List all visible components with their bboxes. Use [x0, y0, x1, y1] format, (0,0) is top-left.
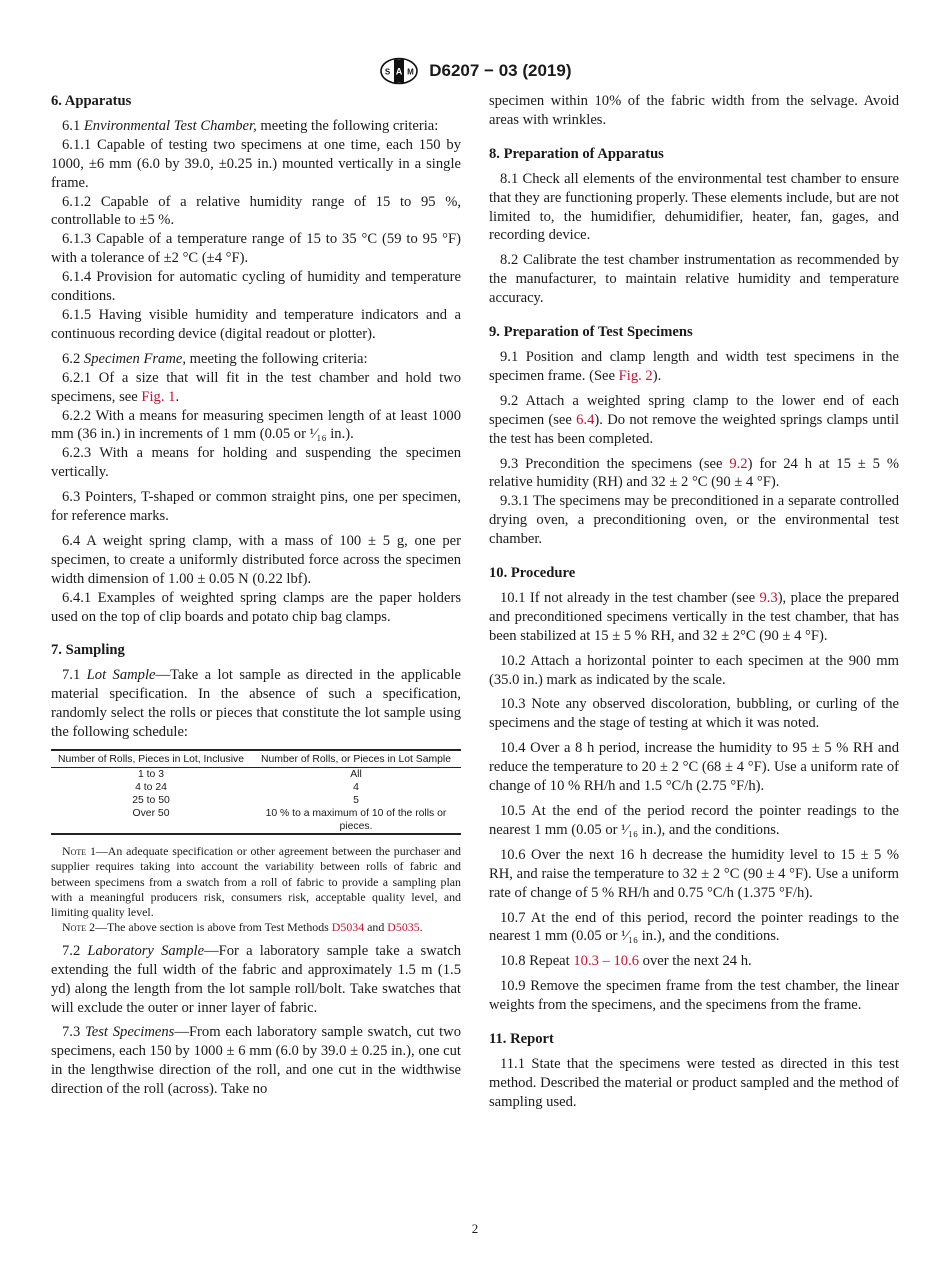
- table-cell: 25 to 50: [132, 795, 170, 806]
- standard-designation: D6207 − 03 (2019): [429, 61, 572, 80]
- section-11-title: 11. Report: [489, 1031, 554, 1048]
- para-6-2: 6.2 Specimen Frame, meeting the following criteria:: [62, 350, 368, 367]
- svg-text:M: M: [406, 67, 414, 77]
- table-row: [51, 781, 461, 794]
- para-6-1-2: 6.1.2 Capable of a relative humidity range of 15 to 95 %, controllable to ±5 %.: [51, 193, 461, 229]
- para-6-2-1: 6.2.1 Of a size that will fit in the test chamber and hold two specimens, see Fig. 1.: [51, 369, 461, 405]
- para-10-3: 10.3 Note any observed discoloration, bubbling, or curling of the specimens and the stage of testing at which it was noted.: [489, 696, 899, 732]
- para-10-2: 10.2 Attach a horizontal pointer to each specimen at the 900 mm (35.0 in.) mark as indicated by the scale.: [489, 652, 899, 688]
- para-8-2: 8.2 Calibrate the test chamber instrumentation as recommended by the manufacturer, to maintain relative humidity and temperature accuracy.: [489, 252, 899, 307]
- table-header-cell: Number of Rolls, or Pieces in Lot Sample: [261, 754, 451, 765]
- page-header: [0, 57, 950, 85]
- para-10-9: 10.9 Remove the specimen frame from the test chamber, the linear weights from the specimens, and the specimens from the frame.: [489, 978, 899, 1014]
- para-10-4: 10.4 Over a 8 h period, increase the humidity to 95 ± 5 % RH and reduce the temperature to 20 ± 2 °C (68 ± 4 °F). Use a uniform rate of change of 10 % RH/h and 1.5 °C/h (2.75 °F/h).: [489, 740, 899, 795]
- table-row: [51, 768, 461, 782]
- para-6-1: 6.1 Environmental Test Chamber, meeting the following criteria:: [62, 117, 439, 134]
- para-6-3: 6.3 Pointers, T-shaped or common straight pins, one per specimen, for reference marks.: [51, 489, 461, 525]
- fig-2-link[interactable]: Fig. 2: [618, 367, 653, 384]
- table-cell: Over 50: [132, 808, 170, 819]
- para-6-4: 6.4 A weight spring clamp, with a mass of 100 ± 5 g, one per specimen, to create a uniformly distributed force across the specimen width dimension of 1.00 ± 0.05 N (0.22 lbf).: [51, 532, 461, 587]
- table-cell: 1 to 3: [138, 769, 164, 780]
- para-6-1-3: 6.1.3 Capable of a temperature range of 15 to 35 °C (59 to 95 °F) with a tolerance of ±2 °C (±4 °F).: [51, 231, 461, 267]
- table-cell: 10 % to a maximum of 10 of the rolls or pieces.: [265, 808, 447, 832]
- section-9-3-link[interactable]: 9.3: [759, 589, 778, 606]
- table-cell: 4: [353, 782, 359, 793]
- section-10-title: 10. Procedure: [489, 565, 576, 582]
- section-7-title: 7. Sampling: [51, 642, 125, 659]
- left-column: [51, 92, 461, 1099]
- d5034-link[interactable]: D5034: [331, 920, 365, 935]
- svg-text:S: S: [384, 67, 390, 77]
- astm-logo-icon: [379, 57, 419, 85]
- table-header-row: [51, 750, 461, 768]
- para-10-7: 10.7 At the end of this period, record the pointer readings to the nearest 1 mm (0.05 or ¹⁄₁₆ in.), and the conditions.: [489, 909, 899, 945]
- fig-1-link[interactable]: Fig. 1: [141, 388, 176, 405]
- page-number: 2: [471, 1221, 479, 1236]
- para-7-3-continued: specimen within 10% of the fabric width from the selvage. Avoid areas with wrinkles.: [489, 93, 899, 128]
- para-9-2: 9.2 Attach a weighted spring clamp to the lower end of each specimen (see 6.4). Do not remove the weighted springs clamps until the test has been completed.: [489, 392, 899, 447]
- right-column: [489, 92, 899, 1112]
- para-10-5: 10.5 At the end of the period record the pointer readings to the nearest 1 mm (0.05 or ¹⁄₁₆ in.), and the conditions.: [489, 803, 899, 838]
- para-9-1: 9.1 Position and clamp length and width test specimens in the specimen frame. (See Fig. 2).: [489, 348, 899, 384]
- para-7-1: 7.1 Lot Sample—Take a lot sample as directed in the applicable material specification. In the absence of such a specification, randomly select the rolls or pieces that constitute the lot sample using the following schedule:: [51, 667, 462, 741]
- para-6-1-5: 6.1.5 Having visible humidity and temperature indicators and a continuous recording device (digital readout or plotter).: [51, 306, 461, 342]
- para-6-4-1: 6.4.1 Examples of weighted spring clamps are the paper holders used on the top of clip boards and potato chip bag clamps.: [51, 589, 461, 625]
- note-2: Note 2—The above section is above from Test Methods D5034 and D5035.: [62, 920, 423, 935]
- para-10-6: 10.6 Over the next 16 h decrease the humidity level to 15 ± 5 % RH, and raise the temperature to 32 ± 2 °C (90 ± 4 °F). Use a uniform rate of change of 5 % RH/h and 0.75 °C/h (1.375 °F/h).: [489, 846, 899, 901]
- d5035-link[interactable]: D5035: [387, 920, 420, 935]
- para-6-1-1: 6.1.1 Capable of testing two specimens at one time, each 150 by 1000, ±6 mm (6.0 by 39.0, ±0.25 in.) mounted vertically in a single frame.: [51, 136, 461, 191]
- table-row: [51, 794, 461, 807]
- table-cell: 5: [353, 795, 359, 806]
- para-9-3-1: 9.3.1 The specimens may be preconditioned in a separate controlled drying oven, a preconditioning oven, or the environmental test chamber.: [489, 493, 899, 548]
- section-6-title: 6. Apparatus: [51, 93, 132, 109]
- sampling-schedule-table: [51, 749, 461, 835]
- para-10-8: 10.8 Repeat 10.3 – 10.6 over the next 24 h.: [500, 953, 752, 970]
- para-7-3: 7.3 Test Specimens—From each laboratory sample swatch, cut two specimens, each 150 by 1000 ± 6 mm (6.0 by 39.0 ± 0.25 in.), one cut in the lengthwise direction of the roll, and one cut in the widthwise direction of the roll (across). Take no: [51, 1024, 462, 1098]
- para-6-2-3: 6.2.3 With a means for holding and suspending the specimen vertically.: [51, 445, 461, 481]
- para-7-2: 7.2 Laboratory Sample—For a laboratory sample take a swatch extending the full width of the fabric and approximately 1.5 m (1.5 yd) along the length from the lot sample roll/bolt. Take swatches that will exclude the outer or inner layer of fabric.: [51, 942, 462, 1016]
- svg-text:A: A: [395, 66, 402, 77]
- para-8-1: 8.1 Check all elements of the environmental test chamber to ensure that they are functioning properly. These elements include, but are not limited to, the humidifier, dehumidifier, heater, fan, gages, and recording device.: [489, 170, 899, 244]
- para-6-2-2: 6.2.2 With a means for measuring specimen length of at least 1000 mm (36 in.) in increments of 1 mm (0.05 or ¹⁄₁₆ in.).: [51, 407, 461, 443]
- table-cell: 4 to 24: [135, 782, 167, 793]
- section-9-title: 9. Preparation of Test Specimens: [489, 324, 693, 341]
- section-10-3-10-6-link[interactable]: 10.3 – 10.6: [573, 953, 640, 970]
- para-10-1: 10.1 If not already in the test chamber (see 9.3), place the prepared and preconditioned specimens vertically in the test chamber, that has been stabilized at 15 ± 5 % RH, and 32 ± 2°C (90 ± 4 °F).: [489, 589, 899, 644]
- section-8-title: 8. Preparation of Apparatus: [489, 145, 664, 162]
- para-11-1: 11.1 State that the specimens were tested as directed in this test method. Described the material or product sampled and the method of sampling used.: [489, 1055, 899, 1110]
- table-row: [51, 807, 461, 834]
- table-header-cell: Number of Rolls, Pieces in Lot, Inclusive: [58, 754, 244, 765]
- section-9-2-link[interactable]: 9.2: [729, 455, 748, 472]
- table-cell: All: [350, 769, 362, 780]
- note-1: Note 1—An adequate specification or other agreement between the purchaser and supplier requires taking into account the variability between rolls of fabric and between specimens from a swatch from a roll of fabric to provide a sampling plan with a meaningful producers risk, consumers risk, acceptable quality level, and limiting quality level.: [51, 844, 461, 920]
- para-6-1-4: 6.1.4 Provision for automatic cycling of humidity and temperature conditions.: [51, 269, 461, 305]
- section-6-4-link[interactable]: 6.4: [576, 411, 595, 428]
- para-9-3: 9.3 Precondition the specimens (see 9.2) for 24 h at 15 ± 5 % relative humidity (RH) and 32 ± 2 °C (90 ± 4 °F).: [489, 455, 899, 491]
